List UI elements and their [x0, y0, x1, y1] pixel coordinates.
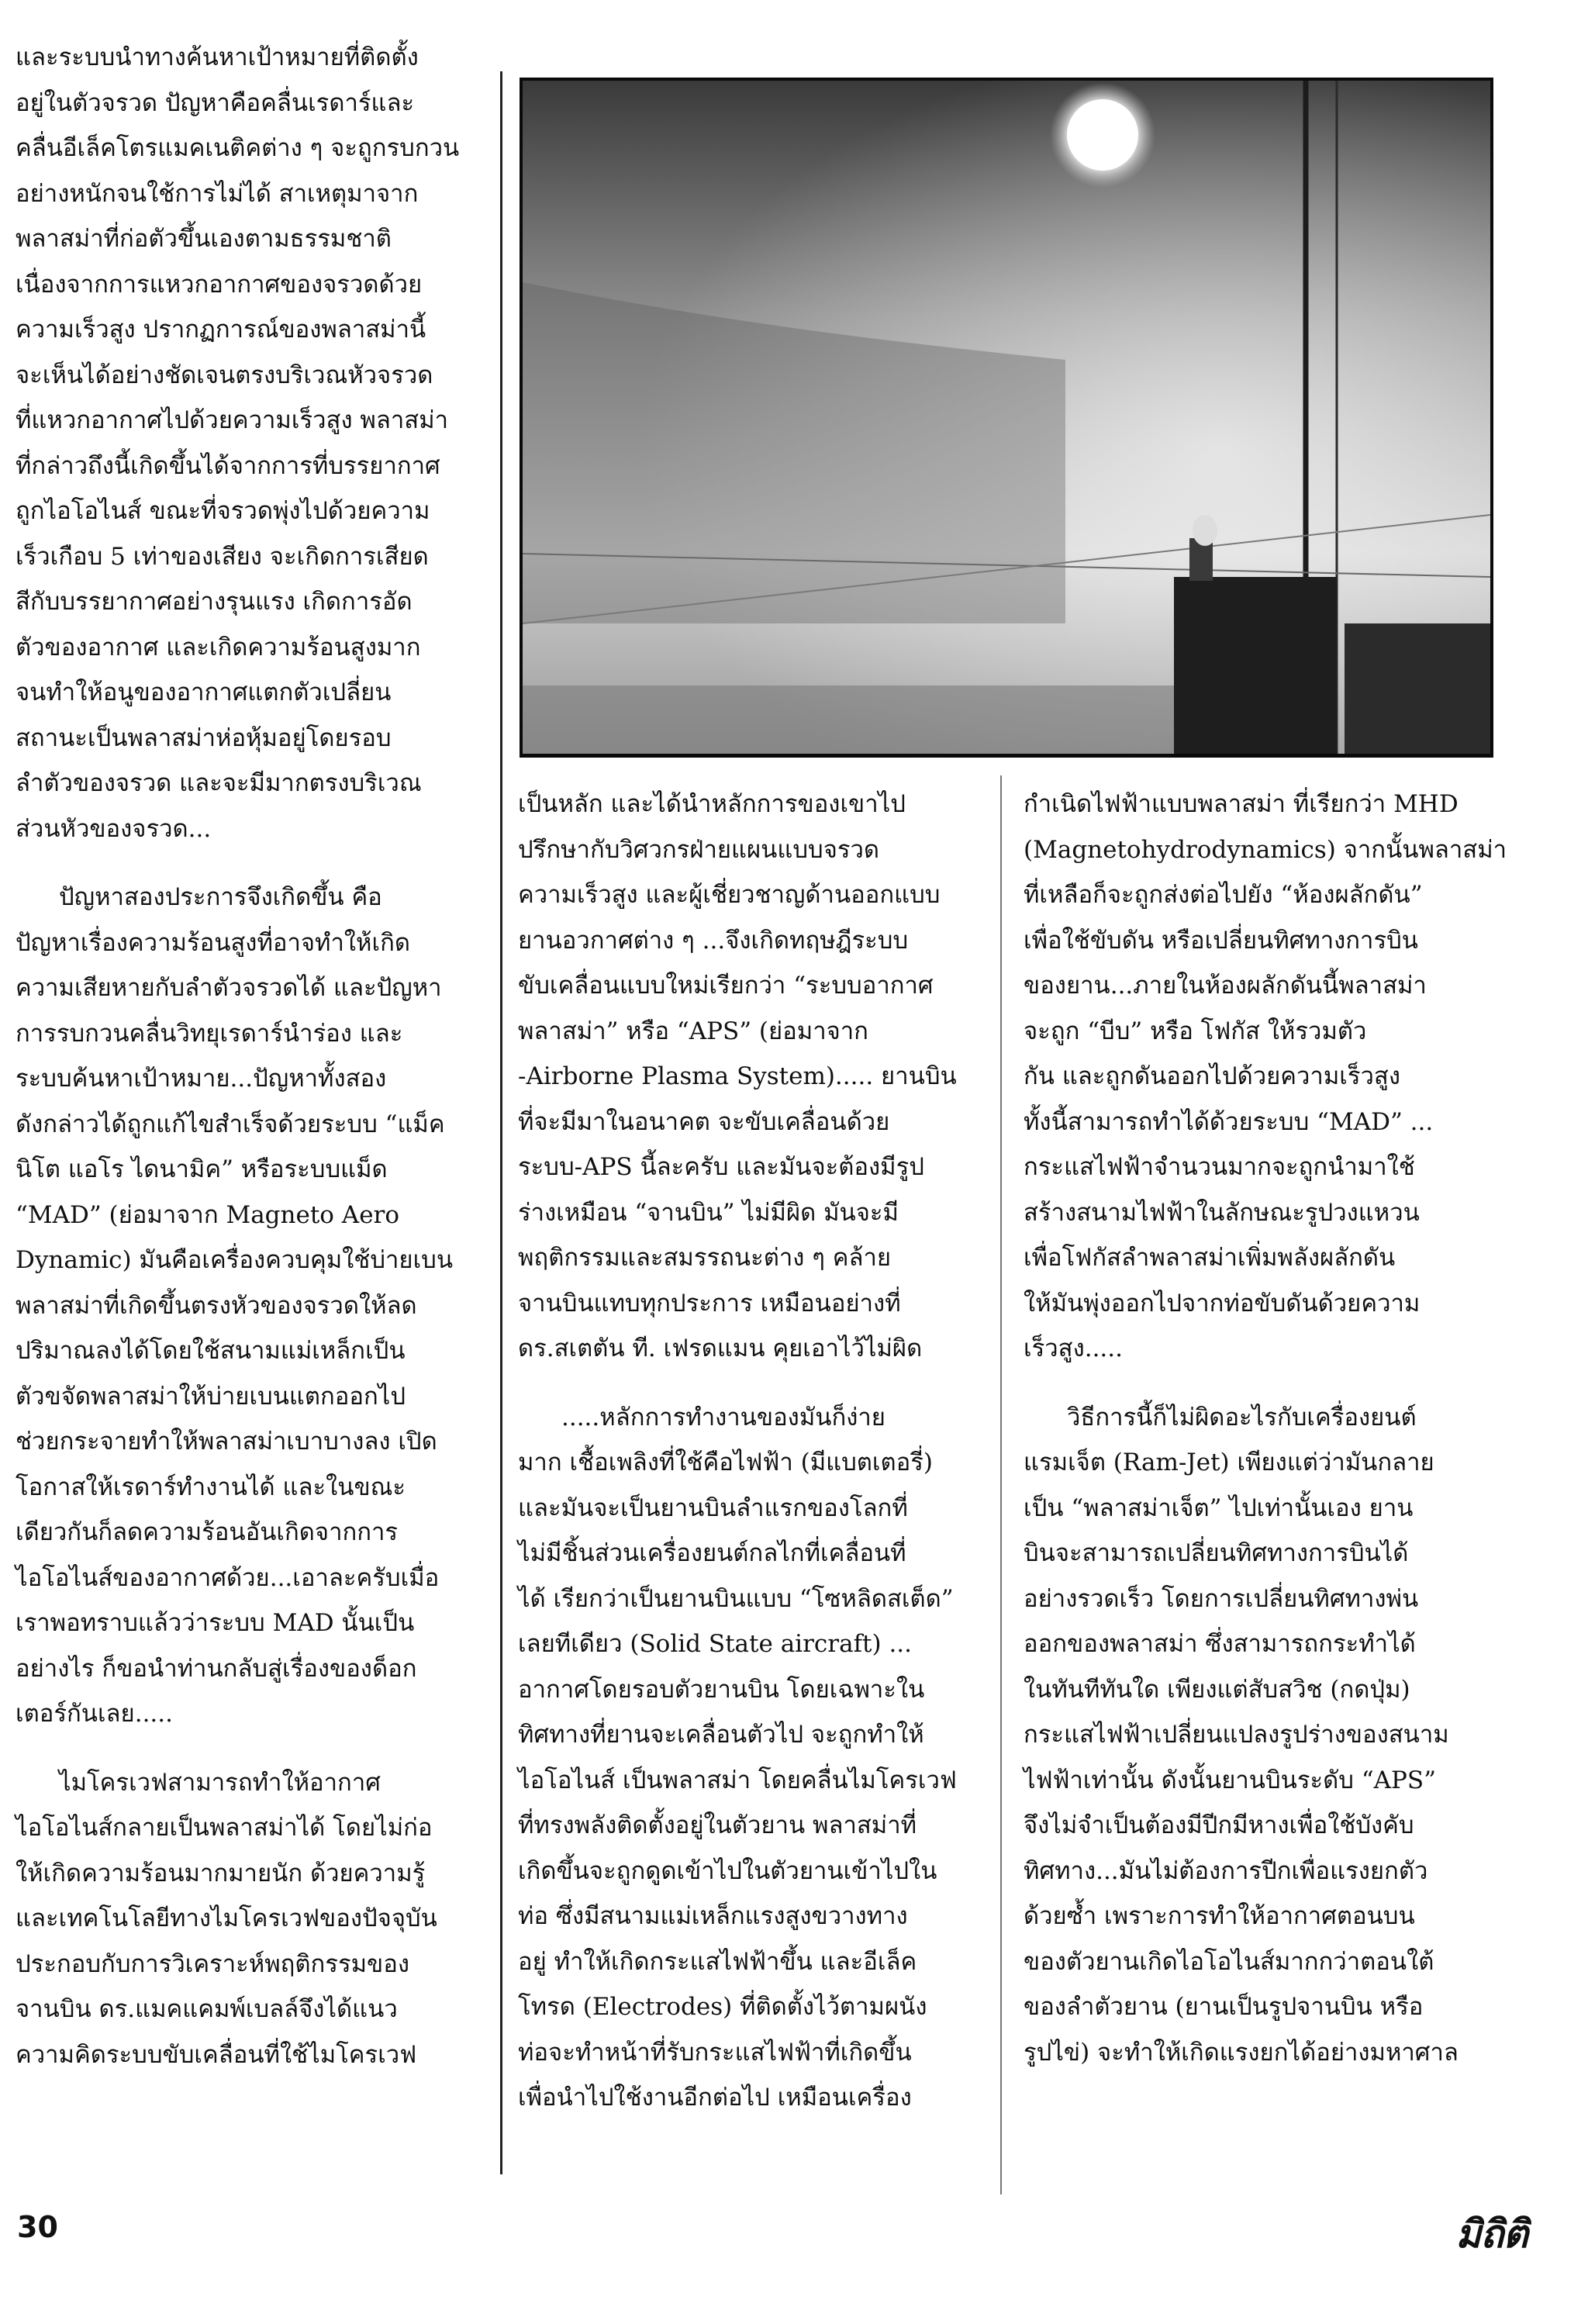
- text-line: โทรด (Electrodes) ที่ติดตั้งไว้ตามผนัง: [518, 1993, 927, 2021]
- text-line: ดังกล่าวได้ถูกแก้ไขสำเร็จด้วยระบบ “แม็ค: [16, 1110, 445, 1138]
- text-line: อากาศโดยรอบตัวยานบิน โดยเฉพาะใน: [518, 1675, 925, 1704]
- text-line: เดียวกันก็ลดความร้อนอันเกิดจากการ: [16, 1518, 399, 1546]
- ufo-photograph-drawing: [523, 81, 1490, 754]
- text-line: ในทันทีทันใด เพียงแต่สับสวิช (กดปุ่ม): [1024, 1675, 1410, 1704]
- right-text-column: [1024, 782, 1507, 2075]
- text-line: จะถูก “บีบ” หรือ โฟกัส ให้รวมตัว: [1024, 1017, 1367, 1045]
- text-line: ด้วยซ้ำ เพราะการทำให้อากาศตอนบน: [1024, 1902, 1415, 1930]
- text-line: ที่กล่าวถึงนี้เกิดขึ้นได้จากการที่บรรยากาศ: [16, 451, 440, 480]
- text-line: ทั้งนี้สามารถทำได้ด้วยระบบ “MAD” ...: [1024, 1107, 1434, 1136]
- text-line: ได้ เรียกว่าเป็นยานบินแบบ “โซหลิดสเต็ด”: [518, 1584, 954, 1613]
- text-line: เพื่อโฟกัสลำพลาสม่าเพิ่มพลังผลักดัน: [1024, 1244, 1396, 1272]
- text-line: การรบกวนคลื่นวิทยุเรดาร์นำร่อง และ: [16, 1019, 403, 1048]
- text-line: อย่างไร ก็ขอนำท่านกลับสู่เรื่องของด็อก: [16, 1654, 417, 1683]
- text-line: ตัวของอากาศ และเกิดความร้อนสูงมาก: [16, 633, 421, 661]
- text-line: คลื่นอีเล็คโตรแมคเนติคต่าง ๆ จะถูกรบกวน: [16, 134, 460, 162]
- text-line: ทิศทางที่ยานจะเคลื่อนตัวไป จะถูกทำให้: [518, 1721, 924, 1749]
- text-line: ท่อจะทำหน้าที่รับกระแสไฟฟ้าที่เกิดขึ้น: [518, 2038, 912, 2067]
- text-line: ของตัวยานเกิดไอโอไนส์มากกว่าตอนใต้: [1024, 1947, 1434, 1976]
- text-line: ร่างเหมือน “จานบิน” ไม่มีผิด มันจะมี: [518, 1198, 899, 1227]
- text-line: ลำตัวของจรวด และจะมีมากตรงบริเวณ: [16, 769, 422, 797]
- text-line: พฤติกรรมและสมรรถนะต่าง ๆ คล้าย: [518, 1244, 892, 1272]
- text-line: และมันจะเป็นยานบินลำแรกของโลกที่: [518, 1494, 908, 1522]
- text-line: .....หลักการทำงานของมันก็ง่าย: [561, 1403, 885, 1431]
- text-line: จนทำให้อนูของอากาศแตกตัวเปลี่ยน: [16, 679, 392, 706]
- text-line: ออกของพลาสม่า ซึ่งสามารถกระทำได้: [1024, 1630, 1416, 1658]
- text-line: ขับเคลื่อนแบบใหม่เรียกว่า “ระบบอากาศ: [518, 972, 934, 1000]
- text-line: ประกอบกับการวิเคราะห์พฤติกรรมของ: [16, 1949, 409, 1978]
- text-line: ทิศทาง...มันไม่ต้องการปีกเพื่อแรงยกตัว: [1024, 1856, 1428, 1885]
- text-line: สถานะเป็นพลาสม่าห่อหุ้มอยู่โดยรอบ: [16, 723, 392, 752]
- text-line: กระแสไฟฟ้าจำนวนมากจะถูกนำมาใช้: [1024, 1153, 1415, 1181]
- text-line: และเทคโนโลยีทางไมโครเวฟของปัจจุบัน: [16, 1904, 437, 1932]
- text-line: ไอโอไนส์ เป็นพลาสม่า โดยคลื่นไมโครเวฟ: [518, 1766, 957, 1794]
- text-line: แรมเจ็ต (Ram-Jet) เพียงแต่ว่ามันกลาย: [1024, 1449, 1434, 1476]
- text-line: เพื่อนำไปใช้งานอีกต่อไป เหมือนเครื่อง: [518, 2084, 912, 2112]
- text-line: เร็วสูง.....: [1024, 1335, 1123, 1362]
- text-line: ไม่มีชิ้นส่วนเครื่องยนต์กลไกที่เคลื่อนที่: [518, 1539, 906, 1567]
- text-line: ที่แหวกอากาศไปด้วยความเร็วสูง พลาสม่า: [16, 406, 449, 434]
- text-line: เป็น “พลาสม่าเจ็ต” ไปเท่านั้นเอง ยาน: [1024, 1494, 1414, 1522]
- text-line: และระบบนำทางค้นหาเป้าหมายที่ติดตั้ง: [16, 43, 419, 71]
- text-line: อย่างหนักจนใช้การไม่ได้ สาเหตุมาจาก: [16, 179, 419, 208]
- column-divider: [500, 71, 502, 2174]
- text-line: โอกาสให้เรดาร์ทำงานได้ และในขณะ: [16, 1473, 406, 1501]
- text-line: เร็วเกือบ 5 เท่าของเสียง จะเกิดการเสียด: [16, 542, 429, 571]
- page-number: 30: [17, 2210, 58, 2244]
- magazine-logo: มิถิติ: [1455, 2212, 1528, 2257]
- left-text-column: [16, 35, 473, 2077]
- text-line: ไอโอไนส์ของอากาศด้วย...เอาละครับเมื่อ: [16, 1563, 440, 1592]
- text-line: ไอโอไนส์กลายเป็นพลาสม่าได้ โดยไม่ก่อ: [16, 1814, 433, 1842]
- text-line: ของลำตัวยาน (ยานเป็นรูปจานบิน หรือ: [1024, 1993, 1424, 2021]
- text-line: ปัญหาเรื่องความร้อนสูงที่อาจทำให้เกิด: [16, 928, 410, 957]
- text-line: จานบิน ดร.แมคแคมพ์เบลล์จึงได้แนว: [16, 1995, 398, 2023]
- ufo-photograph: [520, 78, 1493, 758]
- text-line: ไฟฟ้าเท่านั้น ดังนั้นยานบินระดับ “APS”: [1024, 1766, 1436, 1794]
- middle-text-column: [518, 782, 983, 2121]
- text-line: วิธีการนี้ก็ไม่ผิดอะไรกับเครื่องยนต์: [1067, 1403, 1417, 1431]
- text-line: ความเสียหายกับลำตัวจรวดได้ และปัญหา: [16, 974, 442, 1002]
- text-line: เนื่องจากการแหวกอากาศของจรวดด้วย: [16, 270, 423, 299]
- text-line: “MAD” (ย่อมาจาก Magneto Aero: [16, 1200, 400, 1229]
- text-line: บินจะสามารถเปลี่ยนทิศทางการบินได้: [1024, 1539, 1409, 1567]
- text-line: อย่างรวดเร็ว โดยการเปลี่ยนทิศทางพ่น: [1024, 1584, 1419, 1613]
- text-line: ให้มันพุ่งออกไปจากท่อขับดันด้วยความ: [1024, 1289, 1421, 1317]
- text-line: ที่ทรงพลังติดตั้งอยู่ในตัวยาน พลาสม่าที่: [518, 1811, 917, 1839]
- text-line: ความเร็วสูง ปรากฏการณ์ของพลาสม่านี้: [16, 316, 426, 344]
- text-line: เลยทีเดียว (Solid State aircraft) ...: [518, 1630, 913, 1658]
- text-line: จะเห็นได้อย่างชัดเจนตรงบริเวณหัวจรวด: [16, 361, 433, 389]
- text-line: กำเนิดไฟฟ้าแบบพลาสม่า ที่เรียกว่า MHD: [1024, 790, 1459, 818]
- text-line: รูปไข่) จะทำให้เกิดแรงยกได้อย่างมหาศาล: [1024, 2038, 1459, 2067]
- text-line: ปัญหาสองประการจึงเกิดขึ้น คือ: [59, 883, 382, 911]
- text-line: เป็นหลัก และได้นำหลักการของเขาไป: [518, 790, 906, 818]
- text-line: เตอร์กันเลย.....: [16, 1700, 173, 1728]
- text-line: เพื่อใช้ขับดัน หรือเปลี่ยนทิศทางการบิน: [1024, 926, 1418, 955]
- text-line: ให้เกิดความร้อนมากมายนัก ด้วยความรู้: [16, 1859, 426, 1887]
- text-line: ช่วยกระจายทำให้พลาสม่าเบาบางลง เปิด: [16, 1428, 437, 1456]
- text-line: จานบินแทบทุกประการ เหมือนอย่างที่: [518, 1289, 901, 1317]
- text-line: จึงไม่จำเป็นต้องมีปีกมีหางเพื่อใช้บังคับ: [1024, 1811, 1414, 1839]
- text-line: พลาสม่าที่ก่อตัวขึ้นเองตามธรรมชาติ: [16, 225, 392, 253]
- text-line: ส่วนหัวของจรวด...: [16, 814, 212, 843]
- text-line: ยานอวกาศต่าง ๆ ...จึงเกิดทฤษฎีระบบ: [518, 926, 909, 955]
- text-line: (Magnetohydrodynamics) จากนั้นพลาสม่า: [1024, 835, 1507, 864]
- building-silhouette: [1174, 577, 1337, 754]
- text-line: สร้างสนามไฟฟ้าในลักษณะรูปวงแหวน: [1024, 1198, 1420, 1227]
- text-line: ระบบค้นหาเป้าหมาย...ปัญหาทั้งสอง: [16, 1065, 387, 1093]
- text-line: นิโต แอโร ไดนามิค” หรือระบบแม็ด: [16, 1155, 388, 1183]
- text-line: ถูกไอโอไนส์ ขณะที่จรวดพุ่งไปด้วยความ: [16, 497, 430, 525]
- text-line: ไมโครเวฟสามารถทำให้อากาศ: [59, 1768, 381, 1797]
- text-line: พลาสม่า” หรือ “APS” (ย่อมาจาก: [518, 1017, 868, 1045]
- text-line: ความคิดระบบขับเคลื่อนที่ใช้ไมโครเวฟ: [16, 2040, 417, 2069]
- text-line: Dynamic) มันคือเครื่องควบคุมใช้บ่ายเบน: [16, 1246, 454, 1274]
- text-line: กระแสไฟฟ้าเปลี่ยนแปลงรูปร่างของสนาม: [1024, 1721, 1449, 1749]
- text-line: ดร.สเตตัน ที. เฟรดแมน คุยเอาไว้ไม่ผิด: [518, 1335, 923, 1362]
- text-line: กัน และถูกดันออกไปด้วยความเร็วสูง: [1024, 1062, 1400, 1090]
- text-line: -Airborne Plasma System)..... ยานบิน: [518, 1062, 957, 1090]
- text-line: ตัวขจัดพลาสม่าให้บ่ายเบนแตกออกไป: [16, 1382, 406, 1411]
- text-line: ปรึกษากับวิศวกรฝ่ายแผนแบบจรวด: [518, 835, 880, 864]
- text-line: พลาสม่าที่เกิดขึ้นตรงหัวของจรวดให้ลด: [16, 1291, 417, 1320]
- text-line: ปริมาณลงได้โดยใช้สนามแม่เหล็กเป็น: [16, 1337, 406, 1365]
- column-divider: [1000, 775, 1002, 2195]
- text-line: ระบบ-APS นี้ละครับ และมันจะต้องมีรูป: [518, 1153, 924, 1181]
- text-line: ของยาน...ภายในห้องผลักดันนี้พลาสม่า: [1024, 972, 1427, 1000]
- text-line: สีกับบรรยากาศอย่างรุนแรง เกิดการอัด: [16, 588, 413, 616]
- text-line: เกิดขึ้นจะถูกดูดเข้าไปในตัวยานเข้าไปใน: [518, 1856, 937, 1885]
- text-line: เราพอทราบแล้วว่าระบบ MAD นั้นเป็น: [16, 1609, 415, 1637]
- text-line: ที่จะมีมาในอนาคต จะขับเคลื่อนด้วย: [518, 1107, 890, 1136]
- text-line: ความเร็วสูง และผู้เชี่ยวชาญด้านออกแบบ: [518, 881, 941, 909]
- text-line: อยู่ ทำให้เกิดกระแสไฟฟ้าขึ้น และอีเล็ค: [518, 1947, 917, 1976]
- text-line: อยู่ในตัวจรวด ปัญหาคือคลื่นเรดาร์และ: [16, 88, 415, 117]
- text-line: ที่เหลือก็จะถูกส่งต่อไปยัง “ห้องผลักดัน”: [1024, 881, 1423, 909]
- text-line: มาก เชื้อเพลิงที่ใช้คือไฟฟ้า (มีแบตเตอรี่): [518, 1449, 934, 1476]
- text-line: ท่อ ซึ่งมีสนามแม่เหล็กแรงสูงขวางทาง: [518, 1902, 908, 1930]
